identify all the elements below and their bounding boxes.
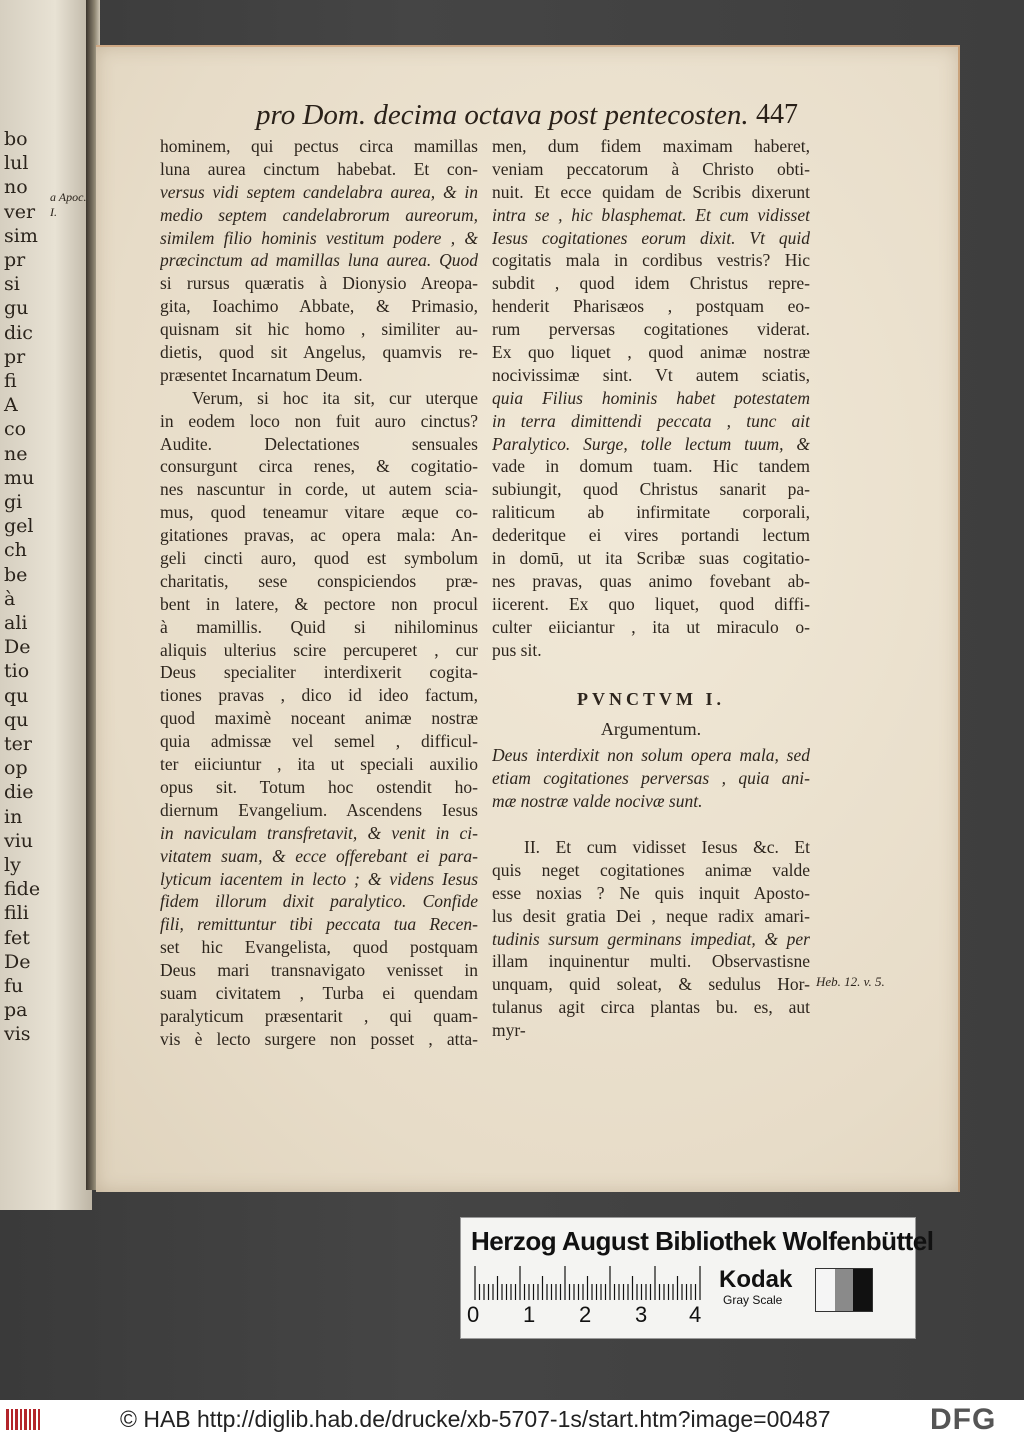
facing-page-fragment: in: [4, 805, 23, 828]
text-line: raliticum ab infirmitate corporali,: [492, 502, 810, 523]
text-line: ter eiiciuntur , ita ut speciali auxilio: [160, 754, 478, 775]
facing-page-fragment: gu: [4, 297, 29, 320]
facing-page-fragment: co: [4, 418, 27, 441]
facing-page-fragment: qu: [4, 684, 29, 707]
text-line: nocivissimæ sint. Vt autem sciatis,: [492, 364, 810, 385]
text-line: vis è lecto surgere non posset , atta-: [160, 1028, 478, 1049]
color-calibration-card: [460, 1217, 934, 1339]
kodak-logo: Kodak: [719, 1266, 793, 1293]
text-line: etiam cogitationes perversas , quia ani-: [492, 768, 810, 789]
left-column: [160, 135, 478, 1051]
text-line: aliquis ulterius scire percuperet , cur: [160, 639, 478, 660]
text-line: quisnam sit hic homo , similiter au-: [160, 319, 478, 340]
facing-page-fragment: fide: [4, 878, 41, 901]
text-line: tulanus agit circa plantas bu. es, aut: [492, 997, 810, 1018]
text-line: esse noxias ? Ne quis inquit Aposto-: [492, 882, 810, 903]
facing-page-fragment: ver: [4, 200, 36, 223]
right-column-top-text: [492, 135, 810, 661]
running-head: pro Dom. decima octava post pentecosten.: [256, 99, 749, 131]
facing-page-fragment: à: [4, 587, 16, 610]
text-line: Paralytico. Surge, tolle lectum tuum, &: [492, 433, 810, 454]
hab-barcode-logo-icon: [6, 1406, 44, 1433]
facing-page-fragment: qu: [4, 708, 29, 731]
facing-page: [0, 0, 92, 1210]
ruler-number: 4: [689, 1302, 702, 1327]
text-line: Ex quo liquet , quod animæ nostræ: [492, 342, 810, 363]
scanned-page: [96, 45, 960, 1192]
text-line: henderit Pharisæos , postquam eo-: [492, 296, 810, 317]
facing-page-fragment: gi: [4, 491, 23, 513]
text-line: vade in domum tuam. Hic tandem: [492, 456, 810, 477]
text-line: in domū, ut ita Scribæ suas cogitatio-: [492, 548, 810, 569]
text-line: Verum, si hoc ita sit, cur uterque: [192, 387, 478, 408]
text-line: præsentet Incarnatum Deum.: [160, 364, 363, 385]
text-line: diernum Evangelium. Ascendens Iesus: [160, 799, 478, 820]
facing-page-fragment: mu: [4, 466, 35, 489]
text-line: unquam, quid soleat, & sedulus Hor-: [492, 974, 810, 995]
ruler-scale: [473, 1266, 703, 1300]
text-line: charitatis, sese conspiciendos præ-: [160, 570, 478, 591]
facing-page-fragment: fu: [4, 975, 24, 997]
footer-credit-link[interactable]: © HAB http://diglib.hab.de/drucke/xb-5707-1s/start.htm?image=00487: [120, 1406, 831, 1432]
ruler-number: 1: [523, 1302, 536, 1327]
text-line: pus sit.: [492, 639, 542, 660]
facing-page-fragment: ali: [4, 612, 28, 634]
text-line: tudinis sursum germinans impediat, & per: [492, 928, 810, 949]
facing-margin-note: a Apoc. I.: [50, 190, 87, 219]
text-line: subdit , quod idem Christus repre-: [492, 273, 810, 294]
facing-page-fragment: ly: [4, 854, 21, 876]
facing-page-fragment: pr: [4, 345, 26, 368]
text-line: dietis, quod sit Angelus, quamvis re-: [160, 342, 478, 363]
text-line: quia Filius hominis habet potestatem: [492, 387, 810, 408]
facing-page-fragment: sim: [4, 224, 38, 247]
text-line: similem filio hominis vestitum podere , &: [160, 227, 478, 248]
ruler-number: 2: [579, 1302, 592, 1327]
grayscale-label: Gray Scale: [723, 1293, 783, 1307]
text-line: in naviculam transfretavit, & venit in ci-: [160, 822, 478, 843]
text-line: subiungit, quod Christus sanarit pa-: [492, 479, 810, 500]
facing-page-fragment: De: [4, 950, 31, 973]
text-line: quia admissæ vel semel , difficul-: [160, 731, 478, 752]
dfg-logo: DFG: [930, 1403, 997, 1436]
facing-page-fragment: pr: [4, 249, 26, 271]
text-line: tiones pravas , dico id ideo factum,: [160, 685, 478, 706]
text-line: luna aurea cinctum habebat. Et con-: [160, 158, 478, 179]
text-line: bent in latere, & pectore non procul: [160, 593, 478, 614]
facing-page-fragment: dic: [4, 321, 33, 344]
text-line: consurgunt circa renes, & cogitatio-: [160, 456, 478, 477]
argumentum-title: Argumentum.: [600, 719, 702, 740]
facing-page-fragment: De: [4, 636, 31, 659]
ruler-number: 3: [635, 1302, 648, 1327]
right-column-bottom-text: [492, 836, 810, 1042]
text-line: medio septem candelabrorum aureorum,: [160, 204, 478, 225]
facing-page-fragment: no: [4, 176, 28, 199]
facing-page-fragment: die: [4, 781, 34, 804]
text-line: rum perversas cogitationes viderat.: [492, 319, 810, 340]
page-number: 447: [756, 99, 798, 130]
facing-page-fragment: ne: [4, 442, 28, 465]
text-line: lus desit gratia Dei , neque radix amari-: [492, 905, 810, 926]
punctum-title: PVNCTVM I.: [577, 689, 725, 710]
text-line: præcinctum ad mamillas luna aurea. Quod: [160, 250, 478, 271]
text-line: myr-: [492, 1020, 526, 1041]
text-line: culter eiiciantur , ita ut miraculo o-: [492, 616, 810, 637]
text-line: nes pravas, quas animo fovebant ab-: [492, 570, 810, 591]
margin-note-right: Heb. 12. v. 5.: [816, 974, 885, 989]
facing-page-fragment: op: [4, 757, 28, 780]
text-line: vitatem suam, & ecce offerebant ei para-: [160, 845, 478, 866]
text-line: iicerent. Ex quo liquet, quod diffi-: [492, 593, 810, 614]
argumentum-text: [492, 744, 810, 813]
facing-page-fragment: A: [4, 394, 18, 417]
text-line: mæ nostræ valde nocivæ sunt.: [492, 791, 703, 812]
text-line: gitationes pravas, ac opera mala: An-: [160, 525, 478, 546]
text-line: versus vidi septem candelabra aurea, & in: [160, 181, 478, 202]
text-line: Iesus cogitationes eorum dixit. Vt quid: [492, 227, 810, 248]
text-line: gita, Ioachimo Abbate, & Primasio,: [160, 296, 478, 317]
ruler-number: 0: [467, 1302, 480, 1327]
footer-bar: [0, 1400, 1024, 1439]
facing-page-fragment: gel: [4, 515, 34, 538]
text-line: Deus interdixit non solum opera mala, sed: [492, 745, 810, 766]
text-line: veniam peccatorum à Christo obti-: [492, 158, 810, 179]
text-line: fidem illorum dixit paralytico. Confide: [160, 891, 478, 912]
text-line: men, dum fidem maximam haberet,: [492, 136, 810, 156]
text-line: à mamillis. Quid si nihilominus: [160, 616, 478, 637]
text-line: Deus mari transnavigato venisset in: [160, 960, 478, 981]
facing-page-fragment: vis: [4, 1023, 31, 1046]
facing-page-fragment: lul: [4, 152, 29, 175]
text-line: fili, remittuntur tibi peccata tua Recen-: [160, 914, 478, 935]
facing-page-fragment: fet: [4, 926, 30, 949]
facing-page-fragment: si: [4, 273, 20, 296]
text-line: hominem, qui pectus circa mamillas: [160, 136, 478, 156]
text-line: mus, quod teneamur vitare æque co-: [160, 502, 478, 523]
facing-page-fragment: fili: [4, 902, 29, 925]
text-line: quis neget cogitationes animæ valde: [492, 859, 810, 880]
text-line: dederitque ei vires portandi lectum: [492, 525, 810, 546]
text-line: Deus specialiter interdixerit cogita-: [160, 662, 478, 683]
text-line: set hic Evangelista, quod postquam: [160, 937, 478, 958]
text-line: II. Et cum vidisset Iesus &c. Et: [524, 836, 810, 857]
text-line: paralyticum præsentarit , qui quam-: [160, 1005, 478, 1026]
text-line: in terra dimittendi peccata , tunc ait: [492, 410, 810, 431]
text-line: suam civitatem , Turba ei quendam: [160, 982, 478, 1003]
text-line: quod maximè noceant animæ nostræ: [160, 708, 478, 729]
facing-page-fragment: tio: [4, 660, 30, 683]
grayscale-swatches: [815, 1268, 873, 1312]
facing-page-fragment: fi: [4, 370, 17, 392]
facing-page-fragment: viu: [4, 829, 34, 852]
text-line: si rursus quæratis à Dionysio Areopa-: [160, 273, 478, 294]
facing-page-fragment: pa: [4, 999, 28, 1022]
facing-page-fragment: bo: [4, 128, 28, 150]
text-line: intra se , hic blasphemat. Et cum vidisset: [492, 204, 810, 225]
text-line: opus sit. Totum hoc ostendit ho-: [160, 776, 478, 797]
text-line: cogitatis mala in cordibus vestris? Hic: [492, 250, 810, 271]
text-line: nes nascuntur in corde, ut autem scia-: [160, 479, 478, 500]
text-line: in eodem loco non fuit auro cinctus?: [160, 410, 478, 431]
text-line: nuit. Et ecce quidam de Scribis dixerunt: [492, 181, 810, 202]
text-line: Audite. Delectationes sensuales: [160, 433, 478, 454]
facing-page-fragment: ter: [4, 733, 32, 755]
facing-page-fragment: ch: [4, 539, 27, 562]
text-line: illam inquinentur multi. Observastisne: [492, 951, 810, 972]
text-line: geli cincti auro, quod est symbolum: [160, 548, 478, 569]
right-column: [492, 135, 810, 1042]
text-line: lyticum iacentem in lecto ; & videns Iesus: [160, 868, 478, 889]
card-title: Herzog August Bibliothek Wolfenbüttel: [471, 1226, 934, 1256]
facing-page-fragment: be: [4, 563, 28, 586]
